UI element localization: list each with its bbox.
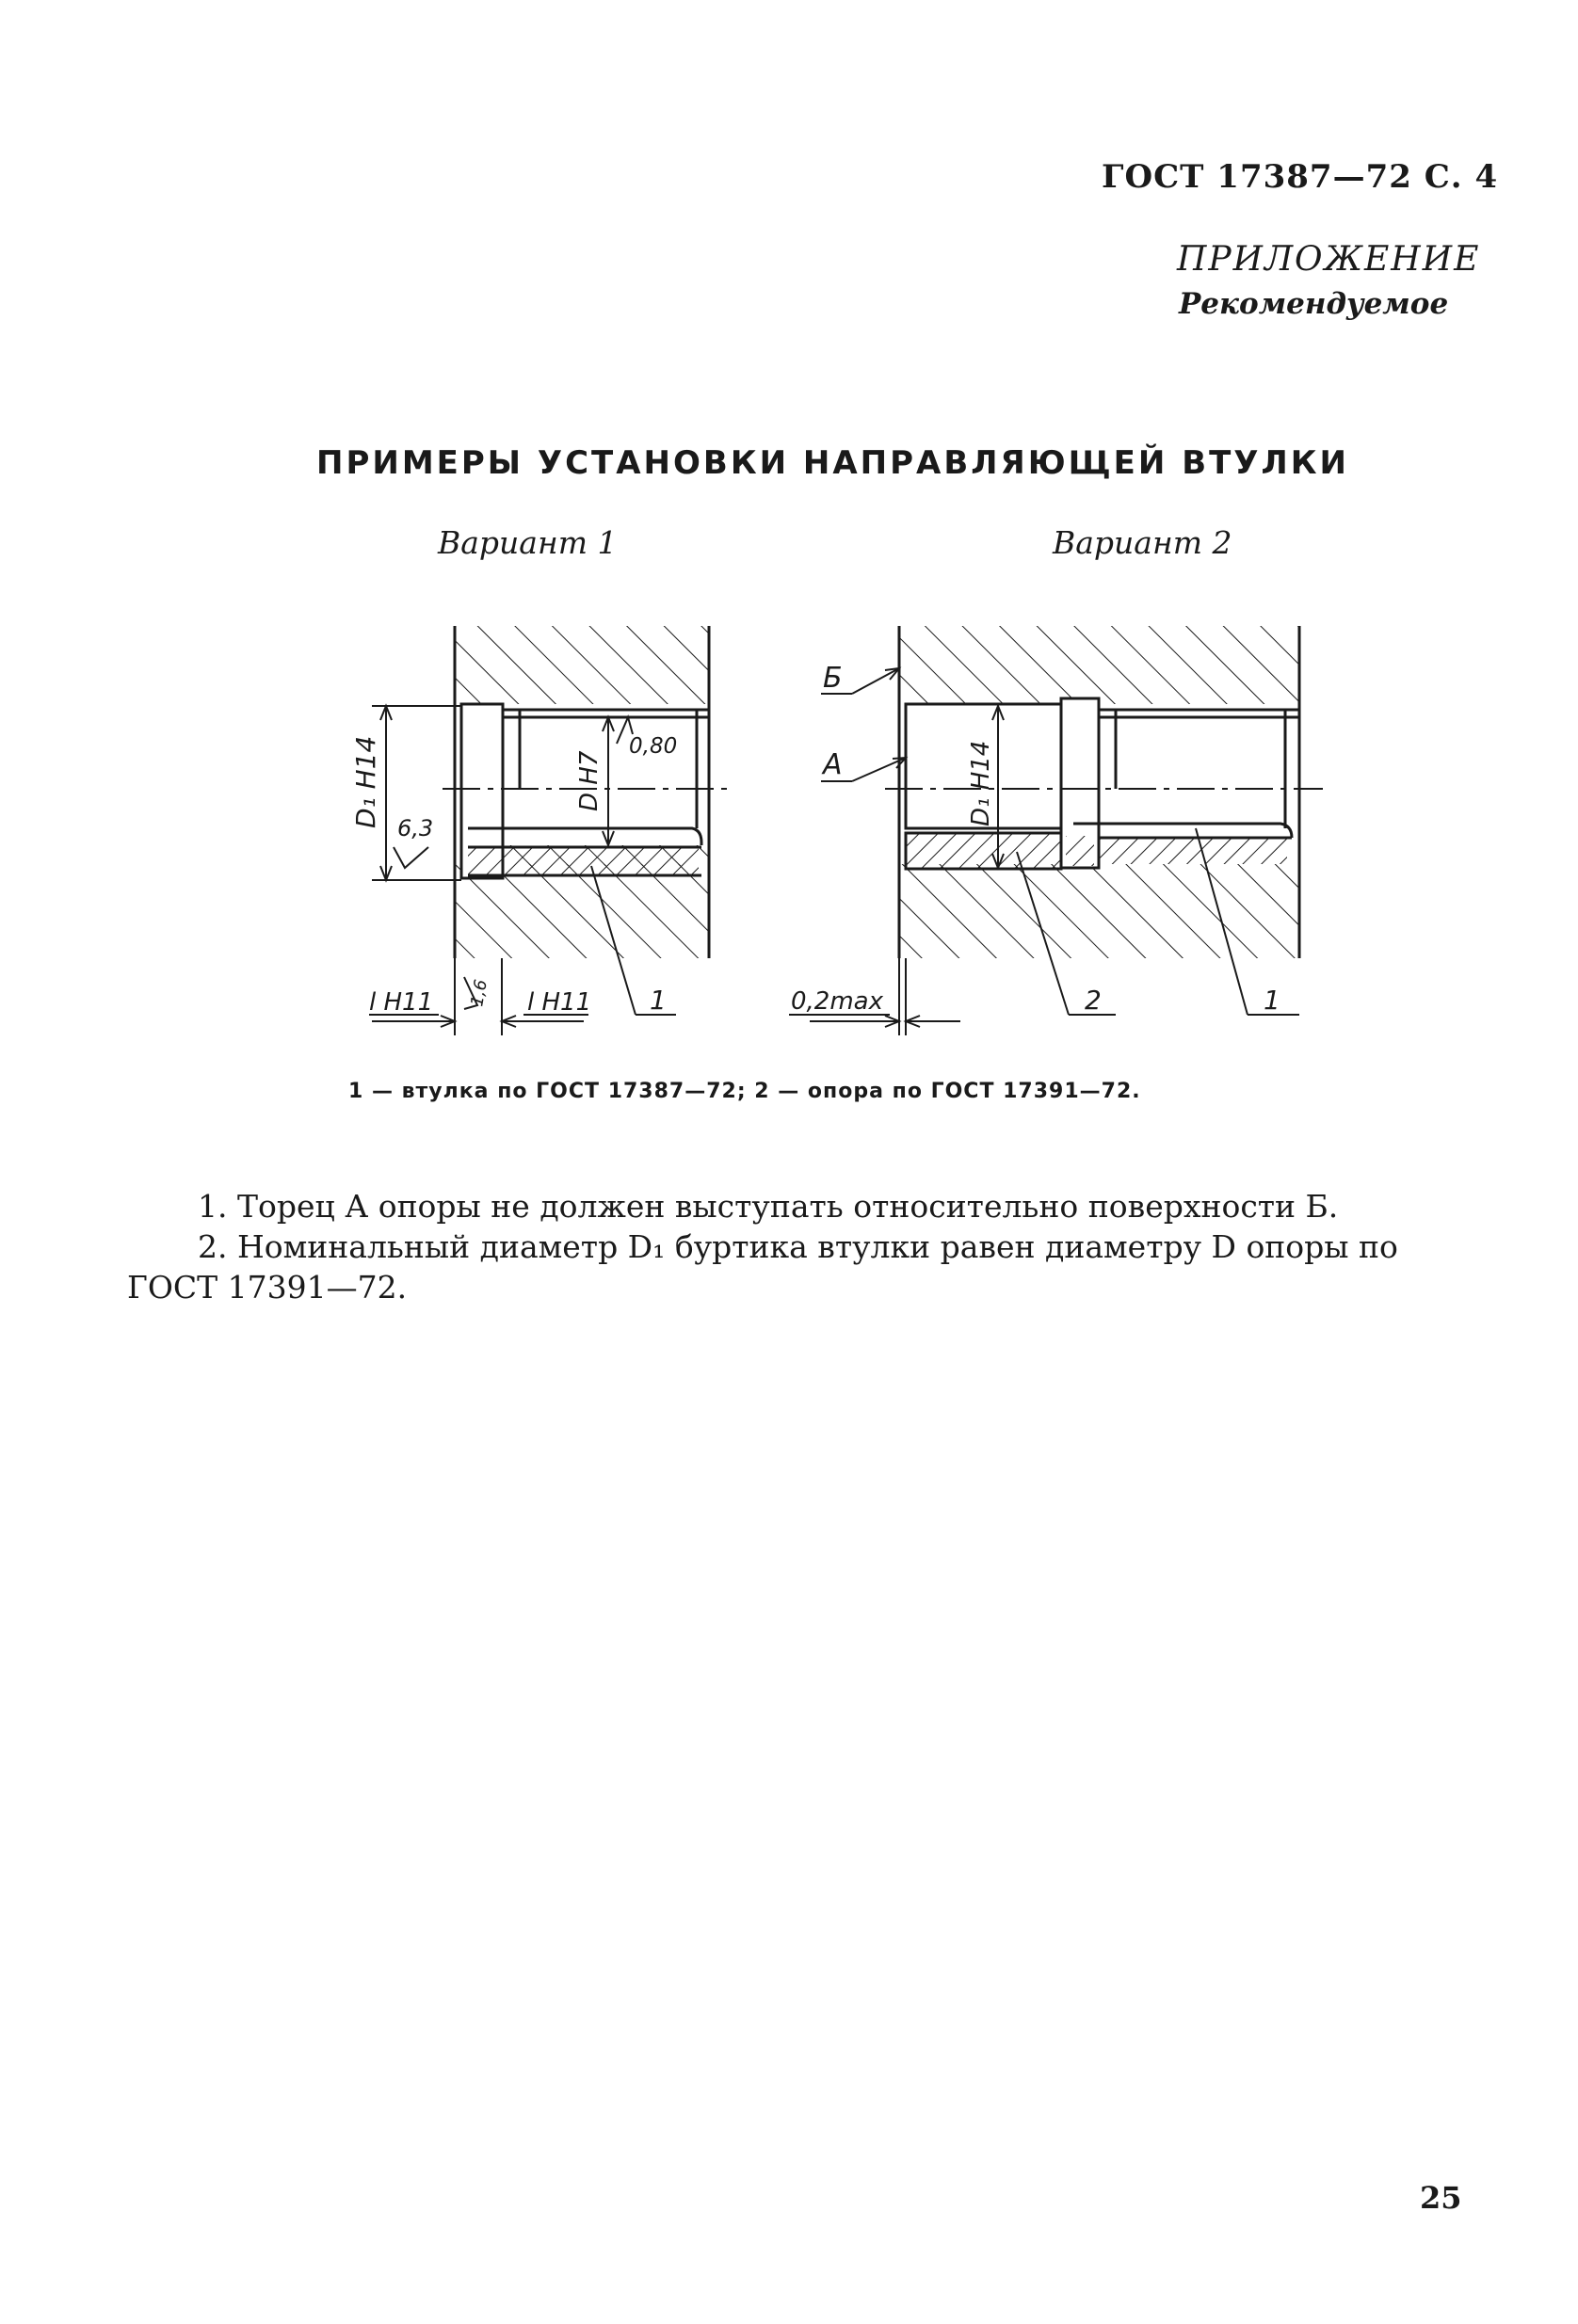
v2-housing-top [899, 626, 1299, 704]
v2-bushing-wall [1099, 838, 1287, 864]
v1-item-1: 1 [650, 985, 667, 1016]
v1-roughness-16: 1,6 [467, 978, 491, 1008]
v2-item-2: 2 [1085, 985, 1102, 1016]
v2-surface-b-label: Б [823, 662, 843, 695]
v2-item-1: 1 [1264, 985, 1280, 1016]
standard-code-header: ГОСТ 17387—72 С. 4 [1102, 158, 1499, 196]
variant-2-caption: Вариант 2 [1053, 524, 1232, 561]
v1-roughness-63: 6,3 [397, 815, 434, 841]
v2-face-a-label: А [823, 748, 843, 781]
appendix-label: ПРИЛОЖЕНИЕ [1177, 240, 1481, 279]
page-title: ПРИМЕРЫ УСТАНОВКИ НАПРАВЛЯЮЩЕЙ ВТУЛКИ [316, 444, 1349, 482]
v2-d1-h14-label: D₁ H14 [967, 740, 995, 826]
appendix-status: Рекомендуемое [1179, 287, 1449, 321]
figure-legend: 1 — втулка по ГОСТ 17387—72; 2 — опора по ГОСТ 17391—72. [348, 1080, 1141, 1103]
v1-l-h11-right: l H11 [527, 988, 592, 1017]
v1-roughness-symbol [394, 847, 428, 868]
v1-d-h7-label: D H7 [575, 750, 604, 811]
v2-housing-bottom [899, 864, 1299, 958]
variant-1-drawing [350, 626, 730, 1035]
page-number: 25 [1420, 2180, 1462, 2216]
v1-d1-h14-label: D₁ H14 [350, 735, 381, 828]
v2-gap-label: 0,2max [791, 987, 883, 1016]
v2-support-wall [906, 833, 1061, 869]
variant-2-drawing [789, 626, 1323, 1035]
v1-bushing-wall [468, 847, 699, 875]
note-2-continuation: ГОСТ 17391—72. [127, 1269, 408, 1306]
v1-housing-top [455, 626, 709, 704]
v1-roughness-080: 0,80 [629, 734, 678, 759]
v1-l-h11-left: l H11 [369, 988, 434, 1017]
variant-1-caption: Вариант 1 [438, 524, 618, 561]
note-2: 2. Номинальный диаметр D₁ буртика втулки равен диаметру D опоры по [198, 1228, 1398, 1265]
note-1: 1. Торец А опоры не должен выступать относительно поверхности Б. [198, 1188, 1339, 1225]
